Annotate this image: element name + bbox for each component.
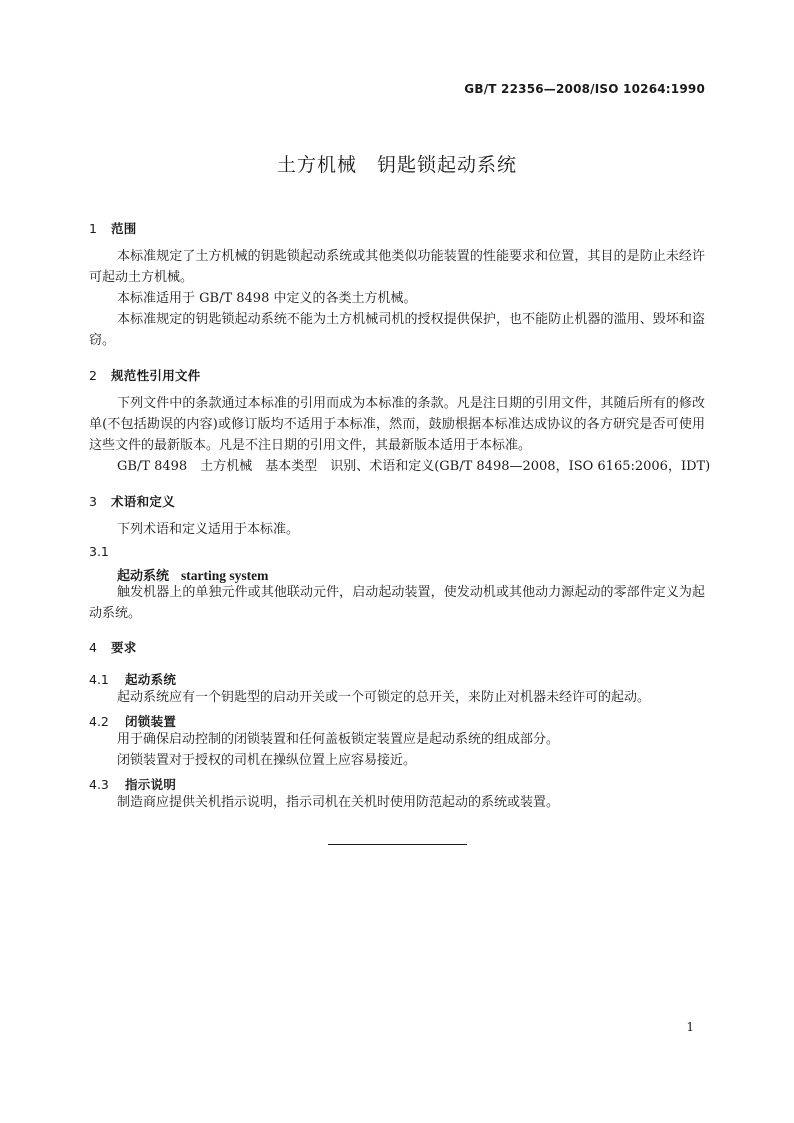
section-title: 规范性引用文件 bbox=[111, 368, 201, 383]
standard-number: GB/T 22356—2008/ISO 10264:1990 bbox=[464, 82, 705, 96]
clause-4-2-text-2: 闭锁装置对于授权的司机在操纵位置上应容易接近。 bbox=[117, 753, 417, 768]
terms-intro: 下列术语和定义适用于本标准。 bbox=[117, 522, 300, 537]
section-title: 术语和定义 bbox=[111, 494, 176, 509]
scope-paragraph-1: 本标准规定了土方机械的钥匙锁起动系统或其他类似功能装置的性能要求和位置，其目的是防止未经许可起动土方机械。 bbox=[89, 249, 705, 285]
clause-number: 4.2 bbox=[89, 714, 109, 729]
clause-4-3-text: 制造商应提供关机指示说明，指示司机在关机时使用防范起动的系统或装置。 bbox=[117, 795, 560, 810]
section-1-heading bbox=[89, 219, 137, 237]
section-4-heading bbox=[89, 638, 137, 656]
section-number: 4 bbox=[89, 640, 97, 655]
clause-4-2-text-1: 用于确保启动控制的闭锁装置和任何盖板锁定装置应是起动系统的组成部分。 bbox=[117, 732, 560, 747]
section-number: 1 bbox=[89, 221, 97, 236]
clause-4-1-heading bbox=[89, 670, 176, 688]
scope-paragraph-3: 本标准规定的钥匙锁起动系统不能为土方机械司机的授权提供保护，也不能防止机器的滥用、毁坏和盗窃。 bbox=[89, 312, 705, 348]
section-2-heading bbox=[89, 366, 201, 384]
references-paragraph: 下列文件中的条款通过本标准的引用而成为本标准的条款。凡是注日期的引用文件，其随后所有的修改单(不包括勘误的内容)或修订版均不适用于本标准，然而，鼓励根据本标准达成协议的各方研究是否可使用这些文件的最新版本。凡是不注日期的引用文件，其最新版本适用于本标准。 bbox=[89, 396, 705, 453]
clause-4-2-heading bbox=[89, 712, 176, 730]
section-number: 3 bbox=[89, 494, 97, 509]
term-chinese: 起动系统 bbox=[117, 569, 170, 584]
term-english: starting system bbox=[181, 568, 269, 583]
clause-title: 闭锁装置 bbox=[125, 714, 177, 729]
clause-number: 3.1 bbox=[89, 544, 109, 559]
term-definition: 触发机器上的单独元件或其他联动元件，启动起动装置，使发动机或其他动力源起动的零部件定义为起动系统。 bbox=[89, 585, 705, 621]
end-rule-divider bbox=[328, 844, 467, 845]
page-number: 1 bbox=[686, 1020, 694, 1034]
clause-title: 指示说明 bbox=[125, 777, 177, 792]
scope-paragraph-2: 本标准适用于 GB/T 8498 中定义的各类土方机械。 bbox=[117, 291, 417, 306]
section-title: 范围 bbox=[111, 221, 137, 236]
section-title: 要求 bbox=[111, 640, 137, 655]
clause-4-1-text: 起动系统应有一个钥匙型的启动开关或一个可锁定的总开关，来防止对机器未经许可的起动。 bbox=[117, 690, 651, 705]
clause-number: 4.1 bbox=[89, 672, 109, 687]
clause-title: 起动系统 bbox=[125, 672, 177, 687]
section-number: 2 bbox=[89, 368, 97, 383]
clause-4-3-heading bbox=[89, 775, 176, 793]
clause-3-1-heading bbox=[89, 544, 125, 559]
clause-number: 4.3 bbox=[89, 777, 109, 792]
document-title: 土方机械 钥匙锁起动系统 bbox=[276, 154, 517, 176]
section-3-heading bbox=[89, 492, 175, 510]
reference-item: GB/T 8498 土方机械 基本类型 识别、术语和定义(GB/T 8498—2008，ISO 6165:2006，IDT) bbox=[117, 459, 711, 474]
